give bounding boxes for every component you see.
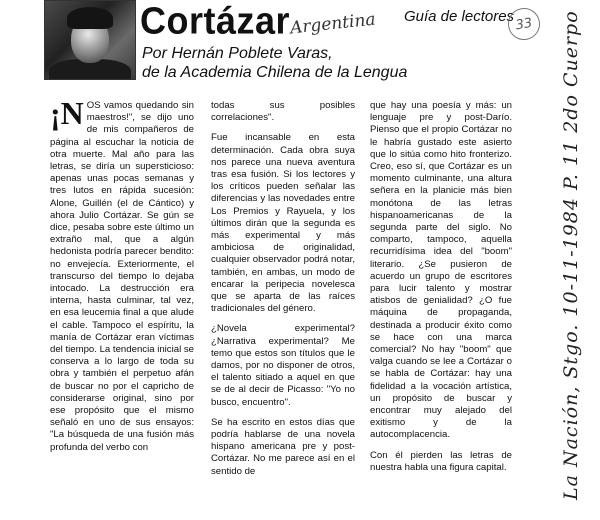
- author-portrait-photo: [44, 0, 136, 80]
- paragraph: todas sus posibles correlaciones".: [211, 100, 355, 124]
- margin-annotation-text: La Nación, Stgo. 10-11-1984 P. 11 2do Cuerpo: [560, 10, 582, 500]
- margin-annotation: [520, 0, 600, 520]
- handwritten-note: Argentina: [289, 9, 377, 39]
- portrait-hair: [67, 7, 113, 29]
- byline-author: Por Hernán Poblete Varas,: [142, 45, 333, 62]
- drop-cap: ¡N: [50, 95, 84, 131]
- paragraph: Fue incansable en esta determinación. Cada obra suya nos parece una nueva aventura tras esa fusión. Si los lectores y los críticos pueden señalar las diferencias y las novedades entre Los Premios y Rayuela, y los últimos dirán que la segunda es más experimental y más ambiciosa de originalidad, cualquier observador podrá notar, también, en ambas, un modo de encarar la peripecia novelesca que se aparta de las raíces tradicionales del género.: [211, 132, 355, 315]
- paragraph: [50, 95, 194, 454]
- article-column-1: [50, 95, 194, 462]
- byline-affiliation: de la Academia Chilena de la Lengua: [142, 64, 408, 81]
- article-title: Cortázar: [140, 0, 291, 42]
- paragraph-text: OS vamos quedando sin maestros!", se dijo uno de mis compañeros de página al escuchar la noticia de otra muerte. Mal año para las letras, se diría un supersticioso: apenas unas pocas semanas y tres lutos en rápida sucesión: Alone, Guillén (el de Cántico) y ahora Julio Cortázar. Se gún se dice, pesaba sobre este último un extraño mal, que a algún hedonista podría parecer bendito: no envejecía. Exteriormente, el transcurso del tiempo lo dejaba intocado. La destrucción era interna, hasta culminar, tal vez, en esa leucemia final a que alude el cable. Tampoco el espíritu, la manía de Cortázar eran víctimas del tiempo. La tendencia inicial se conserva a lo largo de toda su obra y también el perpetuo afán de buscar no por el capricho de considerarse original, sino por ese propósito que el mismo señaló en uno de sus ensayos: "La búsqueda de una fusión más profunda del verbo con: [50, 100, 194, 453]
- paragraph: ¿Novela experimental? ¿Narrativa experimental? Me temo que estos son títulos que le damos, por no disponer de otros, el talento sitiado a aquel en que se de al decir de Picasso: "Yo no busco, encuentro".: [211, 323, 355, 408]
- paragraph: Con él pierden las letras de nuestra habla una figura capital.: [370, 449, 512, 473]
- series-label: Guía de lectores: [404, 8, 515, 25]
- byline: [142, 44, 407, 82]
- article-column-2: [211, 100, 355, 486]
- paragraph: Se ha escrito en estos días que podría hablarse de una novela hispano americana pre y post-Cortázar. No me parece así en el sentido de: [211, 416, 355, 477]
- article-column-3: [370, 100, 512, 482]
- paragraph: que hay una poesía y más: un lenguaje pre y post-Darío. Pienso que el propio Cortázar no le habría gustado este asierto que lo sitúa como hito fronterizo. Creo, eso sí, que Cortázar es un momento culminante, una altura señera en la planicie más bien monótona de las letras hispanoamericanas de la segunda parte del siglo. No comparto, tampoco, aquella recurridísima idea del "boom" literario. ¿Se pusieron de acuerdo un grupo de escritores para lucir talento y mostrar atisbos de genialidad? ¿O fue máquina de propaganda, destinada a producir éxito como se hace con una marca comercial? No hay "boom" que valga cuando se lee a Cortázar o se habla de Cortázar: hay una fidelidad a la vocación artística, un propósito de buscar y encontrar muy alejado del exitismo y de la autocomplacencia.: [370, 100, 512, 441]
- article-body: [50, 95, 512, 505]
- corner-mark: 33: [505, 5, 542, 42]
